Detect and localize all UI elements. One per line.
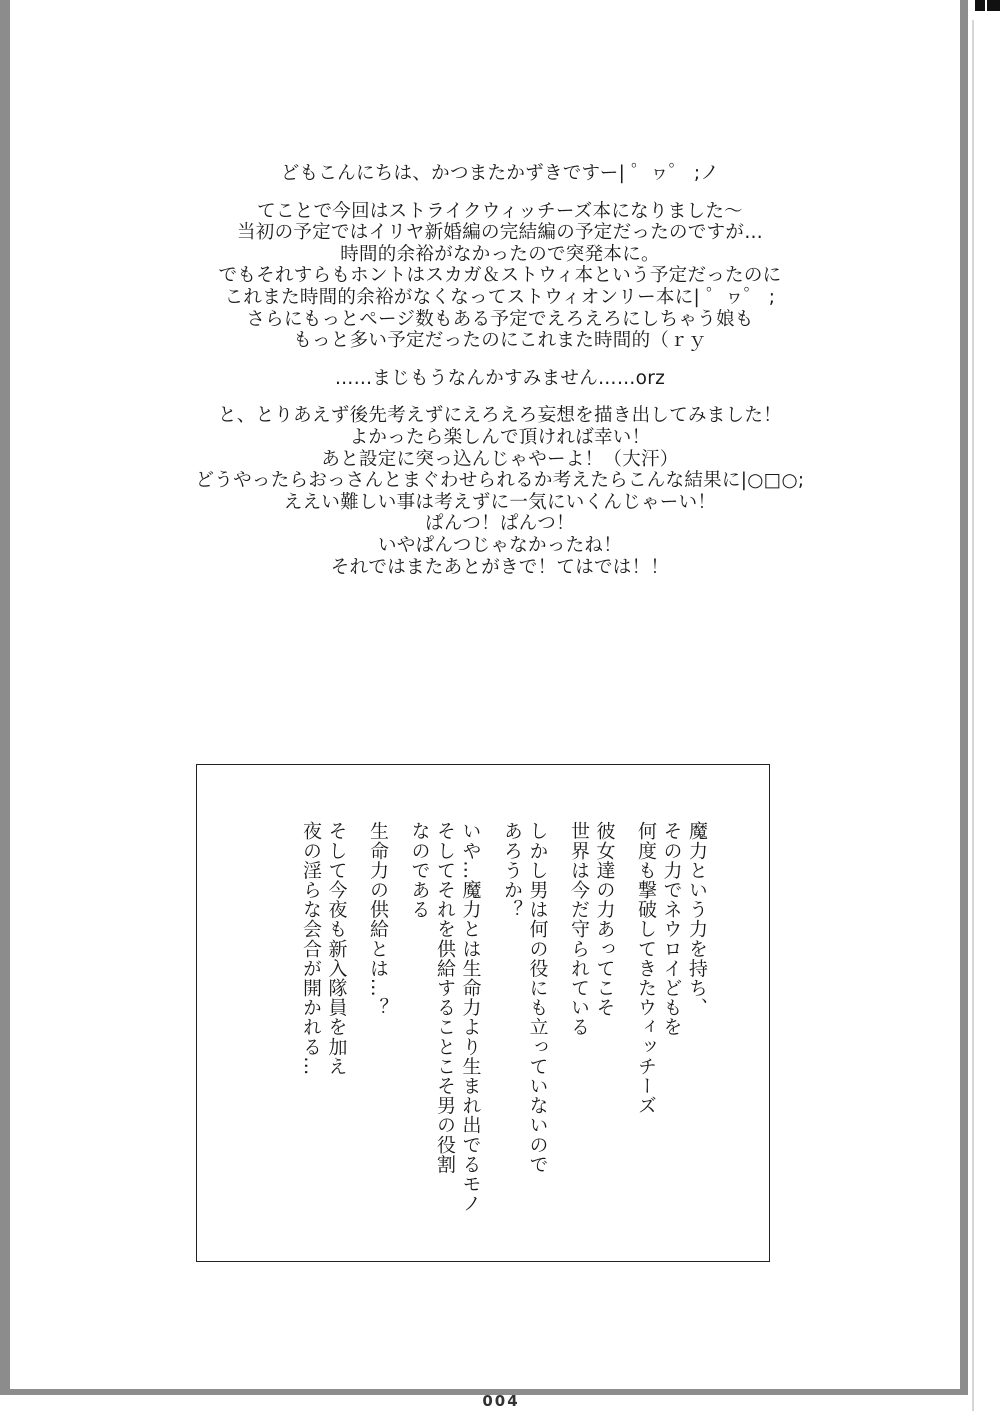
preface-paragraph-greeting [140, 163, 860, 185]
preface-line: でもそれすらもホントはスカガ＆ストウィ本という予定だったのに [218, 265, 782, 287]
story-column-gap [390, 821, 406, 1251]
page-edge-shadow [972, 20, 974, 1411]
preface-line: それではまたあとがきで！てはでは！！ [330, 556, 670, 578]
story-column: 何度も撃破してきたウィッチーズ [635, 821, 657, 1115]
preface-line: てことで今回はストライクウィッチーズ本になりました～ [257, 200, 743, 222]
page-number: 004 [482, 1392, 520, 1410]
story-column: 世界は今だ守られている [568, 821, 590, 1037]
preface-text [140, 163, 860, 594]
preface-line: どもこんにちは、かつまたかずきですー| ゜ヮ゜ ;ノ [280, 163, 720, 184]
story-column: そして今夜も新入隊員を加え [325, 821, 348, 1076]
corner-registration-mark [975, 0, 1000, 11]
preface-line: ……まじもうなんかすみません……orz [334, 367, 666, 389]
preface-line: よかったら楽しんで頂ければ幸い！ [349, 426, 651, 448]
story-column: 生命力の供給とは…？ [367, 821, 389, 1017]
story-column-gap [617, 821, 633, 1251]
corner-registration-tick [985, 0, 987, 12]
preface-line: 時間的余裕がなかったので突発本に。 [340, 243, 660, 265]
preface-line: どうやったらおっさんとまぐわせられるか考えたらこんな結果に|○□○; [195, 470, 805, 492]
preface-line: ぱんつ！ぱんつ！ [425, 513, 575, 535]
story-column: しかし男は何の役にも立っていないので [526, 821, 549, 1174]
story-column: なのである [408, 821, 431, 919]
preface-paragraph-apology [140, 368, 860, 390]
story-column: あろうか？ [501, 821, 523, 919]
preface-line: 当初の予定ではイリヤ新婚編の完結編の予定だったのですが… [236, 222, 764, 244]
story-column-gap [483, 821, 499, 1251]
preface-line: ええい難しい事は考えずに一気にいくんじゃーい！ [283, 491, 717, 513]
story-column: 魔力という力を持ち、 [686, 821, 708, 1017]
story-column: いや…魔力とは生命力より生まれ出でるモノ [459, 821, 482, 1213]
preface-line: と、とりあえず後先考えずにえろえろ妄想を描き出してみました！ [217, 405, 782, 427]
preface-paragraph-closing [140, 405, 860, 578]
story-column: その力でネウロイどもを [660, 821, 683, 1037]
preface-line: もっと多い予定だったのにこれまた時間的（ｒｙ [293, 330, 707, 352]
story-column-gap [550, 821, 566, 1251]
story-intro-box [196, 764, 770, 1262]
story-vertical-text [298, 821, 710, 1251]
story-column-gap [349, 821, 365, 1251]
preface-line: いやぱんつじゃなかったね！ [377, 534, 623, 556]
story-column: 彼女達の力あってこそ [593, 821, 616, 1017]
preface-paragraph-background [140, 201, 860, 352]
story-column: 夜の淫らな会合が開かれる… [300, 821, 322, 1076]
preface-line: これまた時間的余裕がなくなってストウィオンリー本に| ゜ヮ゜ ; [224, 286, 776, 308]
story-column: そしてそれを供給することこそ男の役割 [434, 821, 456, 1174]
preface-line: さらにもっとページ数もある予定でえろえろにしちゃう娘も [246, 308, 754, 330]
preface-line: あと設定に突っ込んじゃやーよ！（大汗） [321, 448, 679, 470]
